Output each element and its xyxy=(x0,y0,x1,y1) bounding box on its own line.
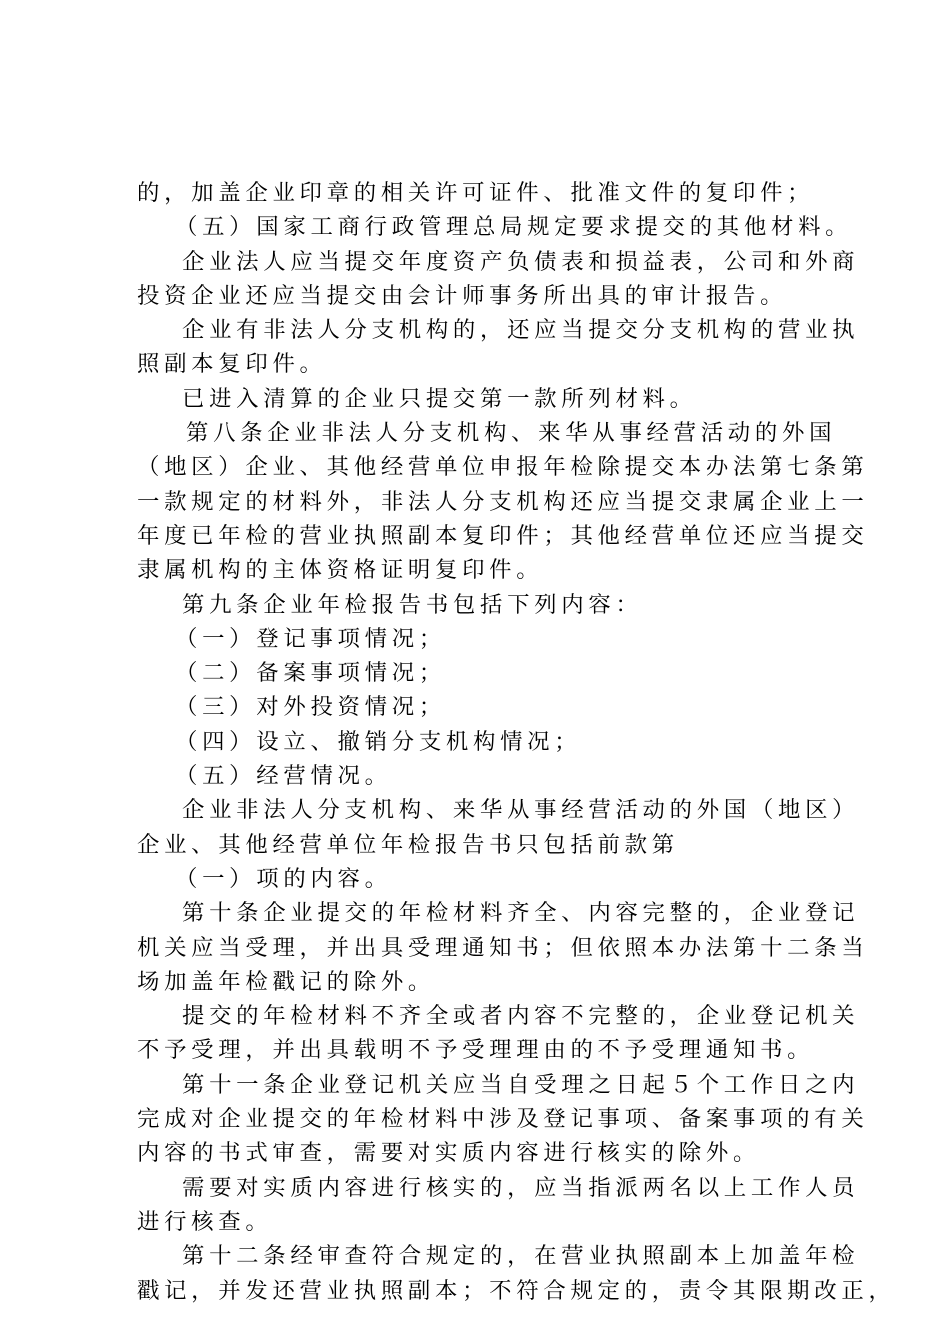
text-line: （四）设立、撤销分支机构情况； xyxy=(175,728,582,755)
text-line: （二）备案事项情况； xyxy=(175,660,446,687)
text-line: 戳记，并发还营业执照副本；不符合规定的，责令其限期改正， xyxy=(137,1277,896,1304)
text-line: 一款规定的材料外，非法人分支机构还应当提交隶属企业上一 xyxy=(137,488,869,515)
text-line: （一）项的内容。 xyxy=(175,865,392,892)
text-line: （三）对外投资情况； xyxy=(175,694,446,721)
text-line: 隶属机构的主体资格证明复印件。 xyxy=(137,557,544,584)
text-line: （五）经营情况。 xyxy=(175,763,392,790)
text-line: 内容的书式审查，需要对实质内容进行核实的除外。 xyxy=(137,1140,761,1167)
text-line: （五）国家工商行政管理总局规定要求提交的其他材料。 xyxy=(175,214,853,241)
text-line: 第十二条经审查符合规定的，在营业执照副本上加盖年检 xyxy=(182,1243,860,1270)
text-line: 提交的年检材料不齐全或者内容不完整的，企业登记机关 xyxy=(182,1003,860,1030)
text-line: 企业、其他经营单位年检报告书只包括前款第 xyxy=(137,831,679,858)
text-line: 年度已年检的营业执照副本复印件；其他经营单位还应当提交 xyxy=(137,522,869,549)
text-line: 第十一条企业登记机关应当自受理之日起５个工作日之内 xyxy=(182,1071,860,1098)
text-line: 不予受理，并出具载明不予受理理由的不予受理通知书。 xyxy=(137,1037,815,1064)
text-line: 投资企业还应当提交由会计师事务所出具的审计报告。 xyxy=(137,282,788,309)
text-line: 场加盖年检戳记的除外。 xyxy=(137,968,435,995)
text-line: 已进入清算的企业只提交第一款所列材料。 xyxy=(182,385,697,412)
text-line: （地区）企业、其他经营单位申报年检除提交本办法第七条第 xyxy=(137,454,869,481)
text-line: 完成对企业提交的年检材料中涉及登记事项、备案事项的有关 xyxy=(137,1106,869,1133)
text-line: 企业非法人分支机构、来华从事经营活动的外国（地区） xyxy=(182,797,860,824)
text-line: 进行核查。 xyxy=(137,1208,273,1235)
text-line: 第八条企业非法人分支机构、来华从事经营活动的外国 xyxy=(186,420,837,447)
text-line: 企业有非法人分支机构的，还应当提交分支机构的营业执 xyxy=(182,317,860,344)
text-line: 第九条企业年检报告书包括下列内容： xyxy=(182,591,643,618)
text-line: 机关应当受理，并出具受理通知书；但依照本办法第十二条当 xyxy=(137,934,869,961)
text-line: 第十条企业提交的年检材料齐全、内容完整的，企业登记 xyxy=(182,900,860,927)
document-body xyxy=(137,176,896,1308)
text-line: 需要对实质内容进行核实的，应当指派两名以上工作人员 xyxy=(182,1174,860,1201)
text-line: 的，加盖企业印章的相关许可证件、批准文件的复印件； xyxy=(137,180,815,206)
text-line: 照副本复印件。 xyxy=(137,351,327,378)
text-line: 企业法人应当提交年度资产负债表和损益表，公司和外商 xyxy=(182,248,860,275)
text-line: （一）登记事项情况； xyxy=(175,625,446,652)
